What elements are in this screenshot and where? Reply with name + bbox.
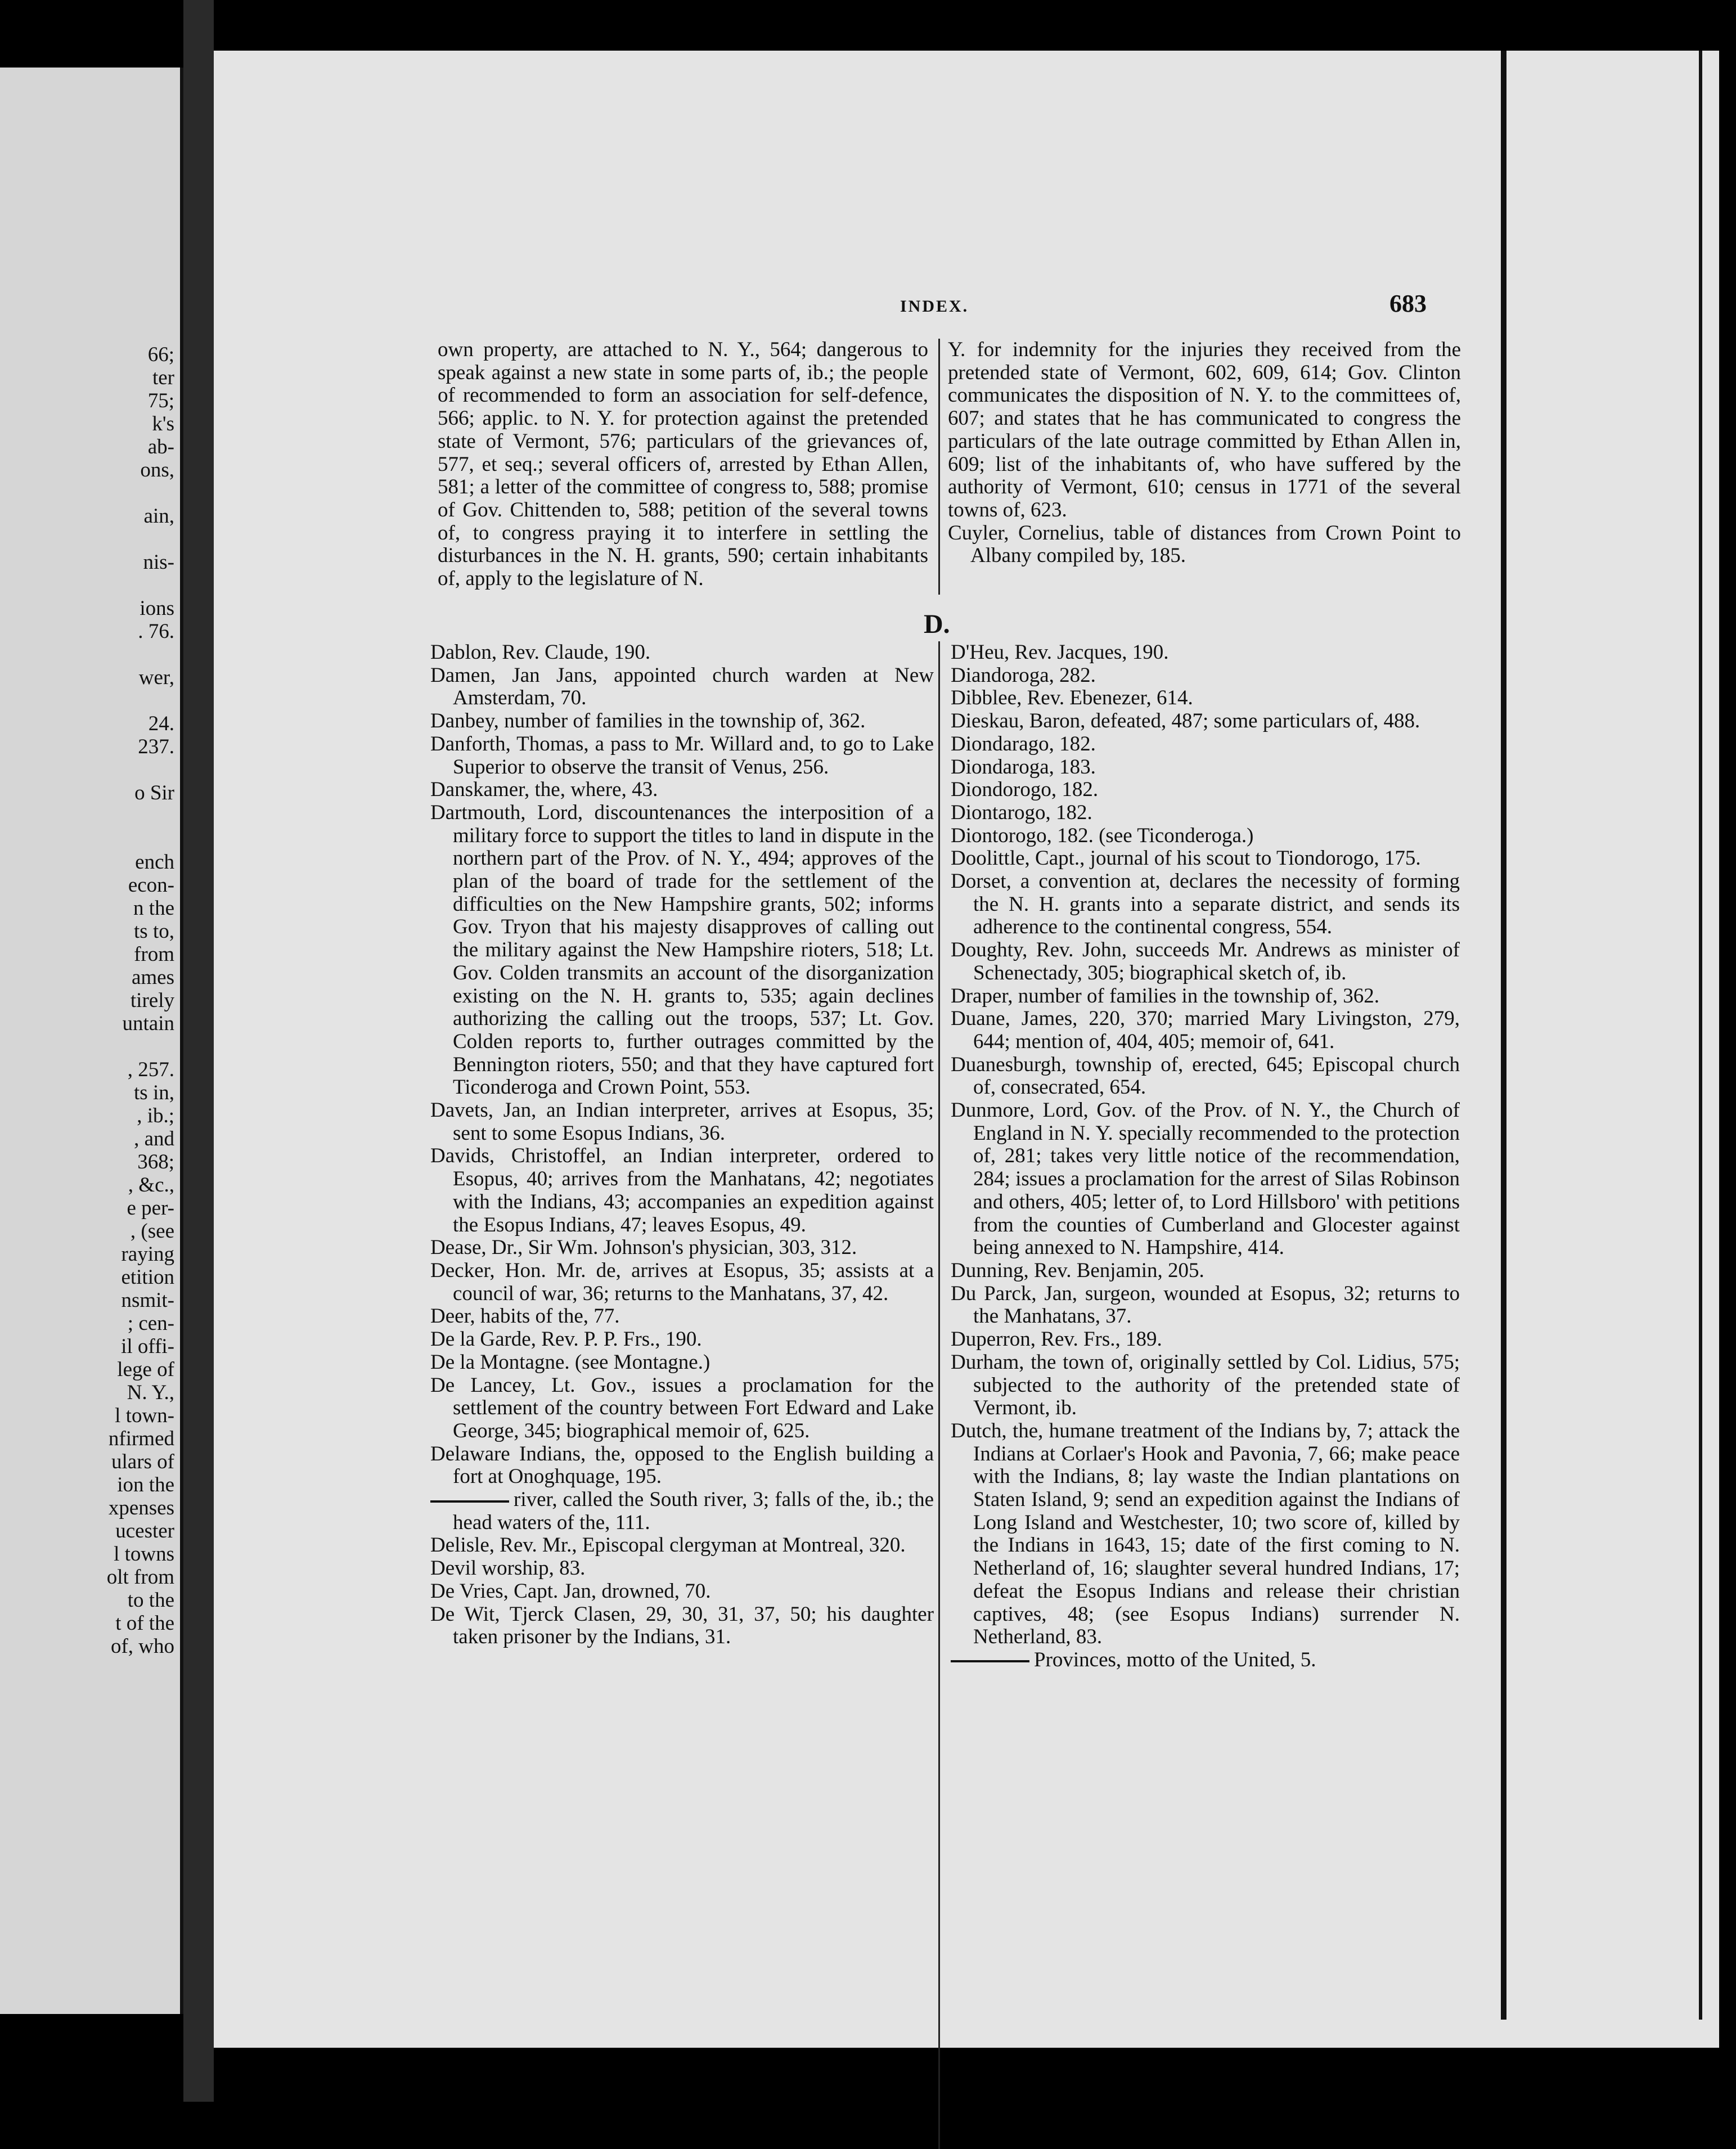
index-entry: Danskamer, the, where, 43. — [430, 778, 658, 802]
index-column-top-left — [438, 339, 928, 591]
left-page-line: nsmit- — [121, 1289, 174, 1312]
index-entry: De Vries, Capt. Jan, drowned, 70. — [430, 1579, 711, 1603]
left-page-line: ter — [152, 366, 174, 389]
index-entry: Duanesburgh, township of, erected, 645; Episcopal church of, consecrated, 654. — [951, 1053, 1460, 1099]
index-entry: Durham, the town of, originally settled by Col. Lidius, 575; subjected to the authority of the pretended state of Vermont, ib. — [951, 1350, 1460, 1420]
left-page-fragment — [0, 68, 183, 2014]
left-page-line: lege of — [117, 1358, 174, 1381]
left-page-line: e per- — [127, 1197, 174, 1220]
index-entry: Du Parck, Jan, surgeon, wounded at Esopus, 32; returns to the Manhatans, 37. — [951, 1282, 1460, 1328]
column-divider-top — [938, 339, 940, 595]
left-page-line: 75; — [147, 389, 174, 412]
section-letter: D. — [924, 609, 950, 639]
index-subentry-text: river, called the South river, 3; falls of the, ib.; the head waters of the, 111. — [453, 1488, 934, 1534]
index-entry: De Wit, Tjerck Clasen, 29, 30, 31, 37, 50; his daughter taken prisoner by the Indians, 31. — [430, 1602, 934, 1649]
index-entry: Danforth, Thomas, a pass to Mr. Willard and, to go to Lake Superior to observe the transit of Venus, 256. — [430, 732, 934, 779]
index-entry: Diontorogo, 182. (see Ticonderoga.) — [951, 824, 1254, 847]
left-page-line: from — [134, 943, 174, 966]
left-page-line: 368; — [137, 1150, 174, 1174]
left-page-line: o Sir — [134, 781, 174, 804]
left-page-line — [6, 758, 174, 781]
left-page-line: wer, — [138, 666, 174, 689]
left-page-line: ion the — [117, 1473, 174, 1496]
index-entry: Diondarago, 182. — [951, 732, 1096, 756]
left-page-line: untain — [122, 1012, 174, 1035]
index-entry: Diontarogo, 182. — [951, 801, 1092, 824]
index-subentry — [951, 1649, 1460, 1672]
left-page-line: , 257. — [127, 1058, 174, 1081]
left-page-line: 237. — [138, 735, 174, 758]
index-entry: De la Montagne. (see Montagne.) — [430, 1350, 710, 1374]
index-entry: Doolittle, Capt., journal of his scout to Tiondorogo, 175. — [951, 847, 1421, 870]
left-page-text — [6, 343, 174, 1658]
left-page-line: econ- — [128, 874, 174, 897]
index-column-bottom-right — [951, 641, 1460, 1672]
left-page-line: , &c., — [128, 1174, 174, 1197]
left-page-line: , ib.; — [137, 1104, 174, 1127]
page-number: 683 — [1389, 290, 1427, 317]
index-subentry-text: Provinces, motto of the United, 5. — [1034, 1648, 1316, 1671]
index-entry: Duperron, Rev. Frs., 189. — [951, 1328, 1162, 1351]
left-page-line: etition — [121, 1266, 174, 1289]
index-entry: D'Heu, Rev. Jacques, 190. — [951, 641, 1169, 664]
index-entry: Devil worship, 83. — [430, 1557, 586, 1580]
index-entry: Diandoroga, 282. — [951, 663, 1096, 687]
left-page-line — [6, 643, 174, 666]
index-entry: Y. for indemnity for the injuries they received from the pretended state of Vermont, 602, 609, 614; Gov. Clinton communicates the disposition of N. Y. to the committees of, 607; and states that he has communicated to congress the particulars of the late outrage committed by Ethan Allen in, 609; list of the inhabitants of, who have suffered by the authority of Vermont, 610; census in 1771 of the several towns of, 623. — [948, 338, 1461, 521]
index-entry: Diondorogo, 182. — [951, 778, 1099, 802]
index-entry: Dartmouth, Lord, discountenances the interposition of a military force to support the titles to land in dispute in the northern part of the Prov. of N. Y., 494; approves of the plan of the board of trade for the settlement of the difficulties on the New Hampshire grants, 502; informs Gov. Tryon that his majesty disapproves of calling out the military against the New Hampshire rioters, 518; Lt. Gov. Colden transmits an account of the disorganization existing on the N. H. grants to, 535; again declines authorizing the calling out the troops, 537; Lt. Gov. Colden reports to, further outrages committed by the Bennington rioters, 550; and that they have captured fort Ticonderoga and Crown Point, 553. — [430, 801, 934, 1099]
index-entry: De Lancey, Lt. Gov., issues a proclamation for the settlement of the country between Fort Edward and Lake George, 345; biographical memoir of, 625. — [430, 1373, 934, 1442]
left-page-line: , and — [134, 1127, 174, 1150]
index-entry: Doughty, Rev. John, succeeds Mr. Andrews as minister of Schenectady, 305; biographical sketch of, ib. — [951, 938, 1460, 984]
index-column-top-right — [948, 339, 1461, 568]
left-page-line: 24. — [148, 712, 174, 735]
column-divider-bottom — [938, 641, 940, 2149]
left-page-line: k's — [152, 412, 174, 435]
left-page-line: ts in, — [134, 1081, 174, 1104]
left-page-line: raying — [121, 1243, 174, 1266]
left-page-line: il offi- — [121, 1335, 174, 1358]
index-entry: Dutch, the, humane treatment of the Indians by, 7; attack the Indians at Corlaer's Hook and Pavonia, 7, 66; make peace with the Indians, 8; lay waste the Indian plantations on Staten Island, 9; send an expedition against the Indians of Long Island and Westchester, 10; two score of, killed by the Indians in 1643, 15; date of the first coming to N. Netherland of, 16; slaughter several hundred Indians, 17; defeat the Esopus Indians and release their christian captives, 48; (see Esopus Indians) surrender N. Netherland, 83. — [951, 1419, 1460, 1649]
left-page-line: nis- — [143, 551, 174, 574]
ditto-dash — [951, 1660, 1029, 1662]
index-entry: Dorset, a convention at, declares the necessity of forming the N. H. grants into a separate district, and sends its adherence to the continental congress, 554. — [951, 870, 1460, 939]
left-page-line: ts to, — [134, 920, 174, 943]
left-page-line — [6, 528, 174, 551]
left-page-line — [6, 689, 174, 712]
left-page-line: ames — [131, 966, 174, 989]
left-page-line: t of the — [115, 1612, 174, 1635]
index-entry: De la Garde, Rev. P. P. Frs., 190. — [430, 1328, 702, 1351]
index-column-bottom-left — [430, 641, 934, 1649]
left-page-line: nfirmed — [108, 1427, 174, 1450]
index-entry: Danbey, number of families in the township of, 362. — [430, 709, 866, 733]
book-gutter — [183, 0, 214, 2102]
left-page-line: xpenses — [108, 1496, 174, 1519]
page-edge-line — [1501, 51, 1506, 2020]
index-entry: Dibblee, Rev. Ebenezer, 614. — [951, 686, 1193, 710]
index-entry: Delaware Indians, the, opposed to the English building a fort at Onoghquage, 195. — [430, 1442, 934, 1489]
index-entry: Decker, Hon. Mr. de, arrives at Esopus, 35; assists at a council of war, 36; returns to the Manhatans, 37, 42. — [430, 1258, 934, 1305]
index-entry: own property, are attached to N. Y., 564; dangerous to speak against a new state in some parts of, ib.; the people of recommended to form an association for self-defence, 566; applic. to N. Y. for protection against the pretended state of Vermont, 576; particulars of the grievances of, 577, et seq.; several officers of, arrested by Ethan Allen, 581; a letter of the committee of congress to, 588; promise of Gov. Chittenden to, 588; petition of the several towns of, to congress praying it to interfere in settling the disturbances in the N. H. grants, 590; certain inhabitants of, apply to the legislature of N. — [438, 338, 928, 591]
left-page-line: l towns — [114, 1543, 174, 1566]
left-page-line — [6, 574, 174, 597]
left-page-line: ions — [140, 597, 174, 620]
left-page-line — [6, 828, 174, 851]
left-page-line: 66; — [147, 343, 174, 366]
left-page-line: ain, — [143, 505, 174, 528]
index-entry: Dease, Dr., Sir Wm. Johnson's physician, 303, 312. — [430, 1236, 857, 1260]
running-header: INDEX. — [900, 297, 969, 316]
index-entry: Duane, James, 220, 370; married Mary Livingston, 279, 644; mention of, 404, 405; memoir of, 641. — [951, 1007, 1460, 1053]
left-page-line: of, who — [110, 1635, 174, 1658]
left-page-line: n the — [133, 897, 174, 920]
left-page-line: ulars of — [111, 1450, 174, 1473]
left-page-line: to the — [127, 1589, 174, 1612]
index-entry: Draper, number of families in the township of, 362. — [951, 984, 1379, 1008]
index-entry: Cuyler, Cornelius, table of distances from Crown Point to Albany compiled by, 185. — [948, 521, 1461, 568]
index-entry: Diondaroga, 183. — [951, 755, 1096, 779]
index-entry: Dunmore, Lord, Gov. of the Prov. of N. Y., the Church of England in N. Y. specially recommended to the protection of, 281; takes very little notice of the recommendation, 284; issues a proclamation for the arrest of Silas Robinson and others, 405; letter of, to Lord Hillsboro' with petitions from the counties of Cumberland and Glocester against being annexed to N. Hampshire, 414. — [951, 1099, 1460, 1260]
index-entry: Dieskau, Baron, defeated, 487; some particulars of, 488. — [951, 709, 1420, 733]
left-page-line: ons, — [140, 458, 174, 482]
left-page-line: ench — [135, 851, 174, 874]
index-entry: Dunning, Rev. Benjamin, 205. — [951, 1258, 1204, 1282]
left-page-line — [6, 482, 174, 505]
left-page-line — [6, 804, 174, 828]
index-subentry — [430, 1489, 934, 1534]
left-page-line: . 76. — [138, 620, 174, 643]
left-page-line: ; cen- — [127, 1312, 174, 1335]
left-page-line: N. Y., — [127, 1381, 174, 1404]
index-entry: Davets, Jan, an Indian interpreter, arrives at Esopus, 35; sent to some Esopus Indians, 36. — [430, 1099, 934, 1145]
left-page-line: , (see — [130, 1220, 174, 1243]
left-page-line — [6, 1035, 174, 1058]
left-page-line: ab- — [147, 435, 174, 458]
index-entry: Dablon, Rev. Claude, 190. — [430, 641, 651, 664]
ditto-dash — [430, 1500, 509, 1503]
left-page-line: ucester — [115, 1519, 174, 1543]
left-page-line: olt from — [106, 1566, 174, 1589]
left-page-line: tirely — [130, 989, 174, 1012]
page-edge-line-outer — [1699, 51, 1702, 2020]
index-entry: Deer, habits of the, 77. — [430, 1305, 620, 1328]
left-page-line: l town- — [115, 1404, 174, 1427]
index-entry: Davids, Christoffel, an Indian interpreter, ordered to Esopus, 40; arrives from the Manhatans, 42; negotiates with the Indians, 43; accompanies an expedition against the Esopus Indians, 47; leaves Esopus, 49. — [430, 1144, 934, 1237]
index-entry: Delisle, Rev. Mr., Episcopal clergyman at Montreal, 320. — [430, 1534, 906, 1557]
index-entry: Damen, Jan Jans, appointed church warden at New Amsterdam, 70. — [430, 663, 934, 710]
